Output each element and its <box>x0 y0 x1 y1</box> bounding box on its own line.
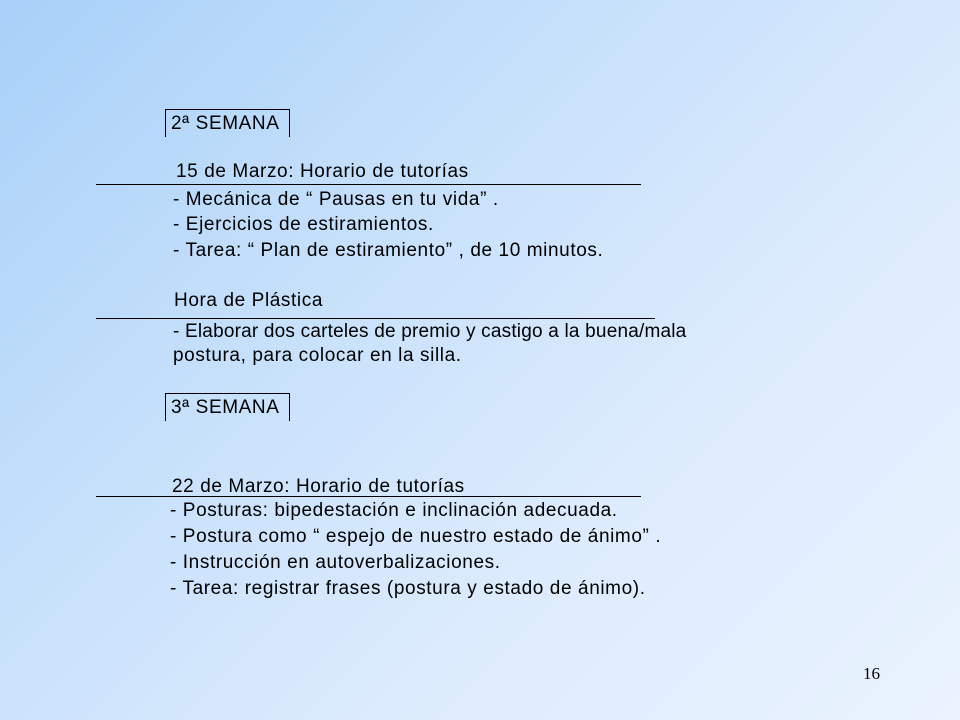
week2-plastica-item: postura, para colocar en la silla. <box>173 345 462 366</box>
week3-tutoria-item: - Postura como “ espejo de nuestro estado de ánimo” . <box>170 526 662 547</box>
week2-plastica-item: - Elaborar dos carteles de premio y castigo a la buena/mala <box>173 321 687 342</box>
week2-plastica-title: Hora de Plástica <box>174 290 324 311</box>
week2-tutoria-item: - Tarea: “ Plan de estiramiento” , de 10 minutos. <box>173 240 604 261</box>
week2-tutoria-divider <box>96 184 641 185</box>
week2-plastica-divider <box>96 318 655 319</box>
week3-tutoria-item: - Tarea: registrar frases (postura y estado de ánimo). <box>170 578 646 599</box>
week3-tutoria-title: 22 de Marzo: Horario de tutorías <box>172 476 465 497</box>
week2-heading: 2ª SEMANA <box>171 113 280 134</box>
week2-tutoria-item: - Ejercicios de estiramientos. <box>173 214 434 235</box>
week3-heading: 3ª SEMANA <box>171 397 280 418</box>
week3-tutoria-divider <box>96 496 641 497</box>
week3-tutoria-item: - Posturas: bipedestación e inclinación adecuada. <box>170 500 618 521</box>
week3-tutoria-item: - Instrucción en autoverbalizaciones. <box>170 552 501 573</box>
week2-tutoria-title: 15 de Marzo: Horario de tutorías <box>176 161 469 182</box>
week2-tutoria-item: - Mecánica de “ Pausas en tu vida” . <box>173 189 499 210</box>
page-number: 16 <box>863 664 880 683</box>
